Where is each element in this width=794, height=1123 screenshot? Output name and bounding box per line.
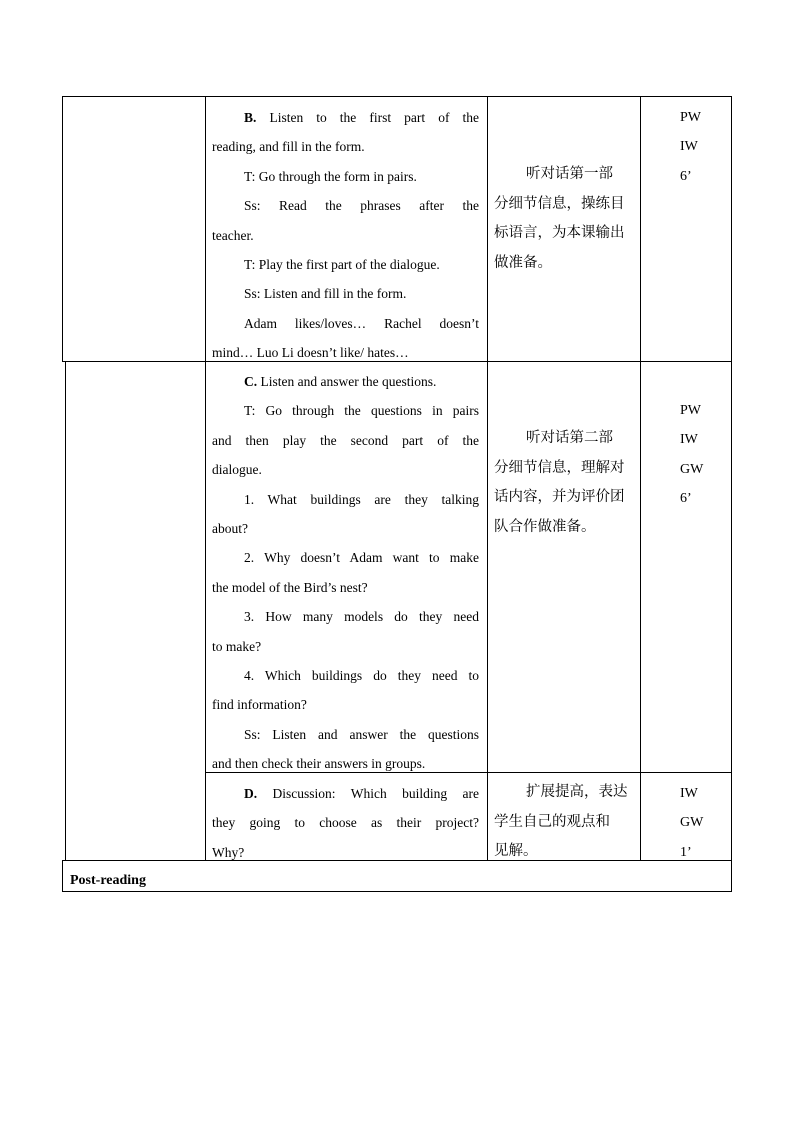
section-c-line: about? [212,521,248,537]
section-b-line: reading, and fill in the form. [212,139,365,155]
column-divider-2 [487,96,488,861]
section-c-line: 1. What buildings are they talking [244,491,479,507]
section-b-purpose: 听对话第一部 分细节信息，操练目 标语言，为本课输出 做准备。 [494,166,625,271]
section-b-line: mind… Luo Li doesn’t like/ hates… [212,345,409,361]
section-c-line: 3. How many models do they need [244,609,479,625]
section-b-line: teacher. [212,227,254,243]
section-d-line: D. Discussion: Which building are [244,786,480,801]
post-row-border-left [62,860,63,892]
section-b-line: Adam likes/loves… Rachel doesn’t [244,315,479,331]
table-border-left-top [62,96,63,361]
section-d-line: they going to choose as their project? [212,815,479,831]
section-c-line: dialogue. [212,462,262,478]
section-c-content [212,367,479,779]
section-c-codes: PW IW GW 6’ [680,403,704,507]
column-divider-3 [640,96,641,861]
section-c-line: Ss: Listen and answer the questions [244,726,479,742]
section-d-label: D. [244,786,258,801]
section-c-line: find information? [212,697,307,713]
section-b-line: T: Play the first part of the dialogue. [244,257,440,273]
section-c-line: to make? [212,638,262,654]
section-b-line: B. Listen to the first part of the [244,110,479,125]
section-c-line: 4. Which buildings do they need to [244,668,479,684]
section-c-line: T: Go through the questions in pairs [244,403,479,419]
section-c-label: C. [244,374,258,389]
section-d-purpose: 扩展提高，表达 学生自己的观点和 见解。 [494,784,628,859]
section-b-codes: PW IW 6’ [680,110,701,184]
section-c-purpose: 听对话第二部 分细节信息，理解对 话内容，并为评价团 队合作做准备。 [494,430,625,535]
table-border-bottom [62,891,732,892]
section-b-line: Ss: Listen and fill in the form. [244,286,407,302]
table-border-top [62,96,732,97]
section-c-line: 2. Why doesn’t Adam want to make [244,550,479,566]
post-reading-heading: Post-reading [70,873,146,888]
section-c-line: the model of the Bird’s nest? [212,579,368,595]
section-c-line: and then check their answers in groups. [212,756,426,772]
section-b-line: Ss: Read the phrases after the [244,198,479,214]
table-border-right [731,96,732,892]
section-c-line: and then play the second part of the [212,432,479,448]
section-d-line: Why? [212,844,245,860]
section-c-line: C. Listen and answer the questions. [244,374,437,389]
section-d-content [212,779,479,867]
section-b-label: B. [244,110,257,125]
table-border-left-bottom [65,361,66,861]
section-b-content [212,103,479,368]
section-b-line: T: Go through the form in pairs. [244,168,417,184]
column-divider-1 [205,96,206,861]
section-d-codes: IW GW 1’ [680,786,704,860]
